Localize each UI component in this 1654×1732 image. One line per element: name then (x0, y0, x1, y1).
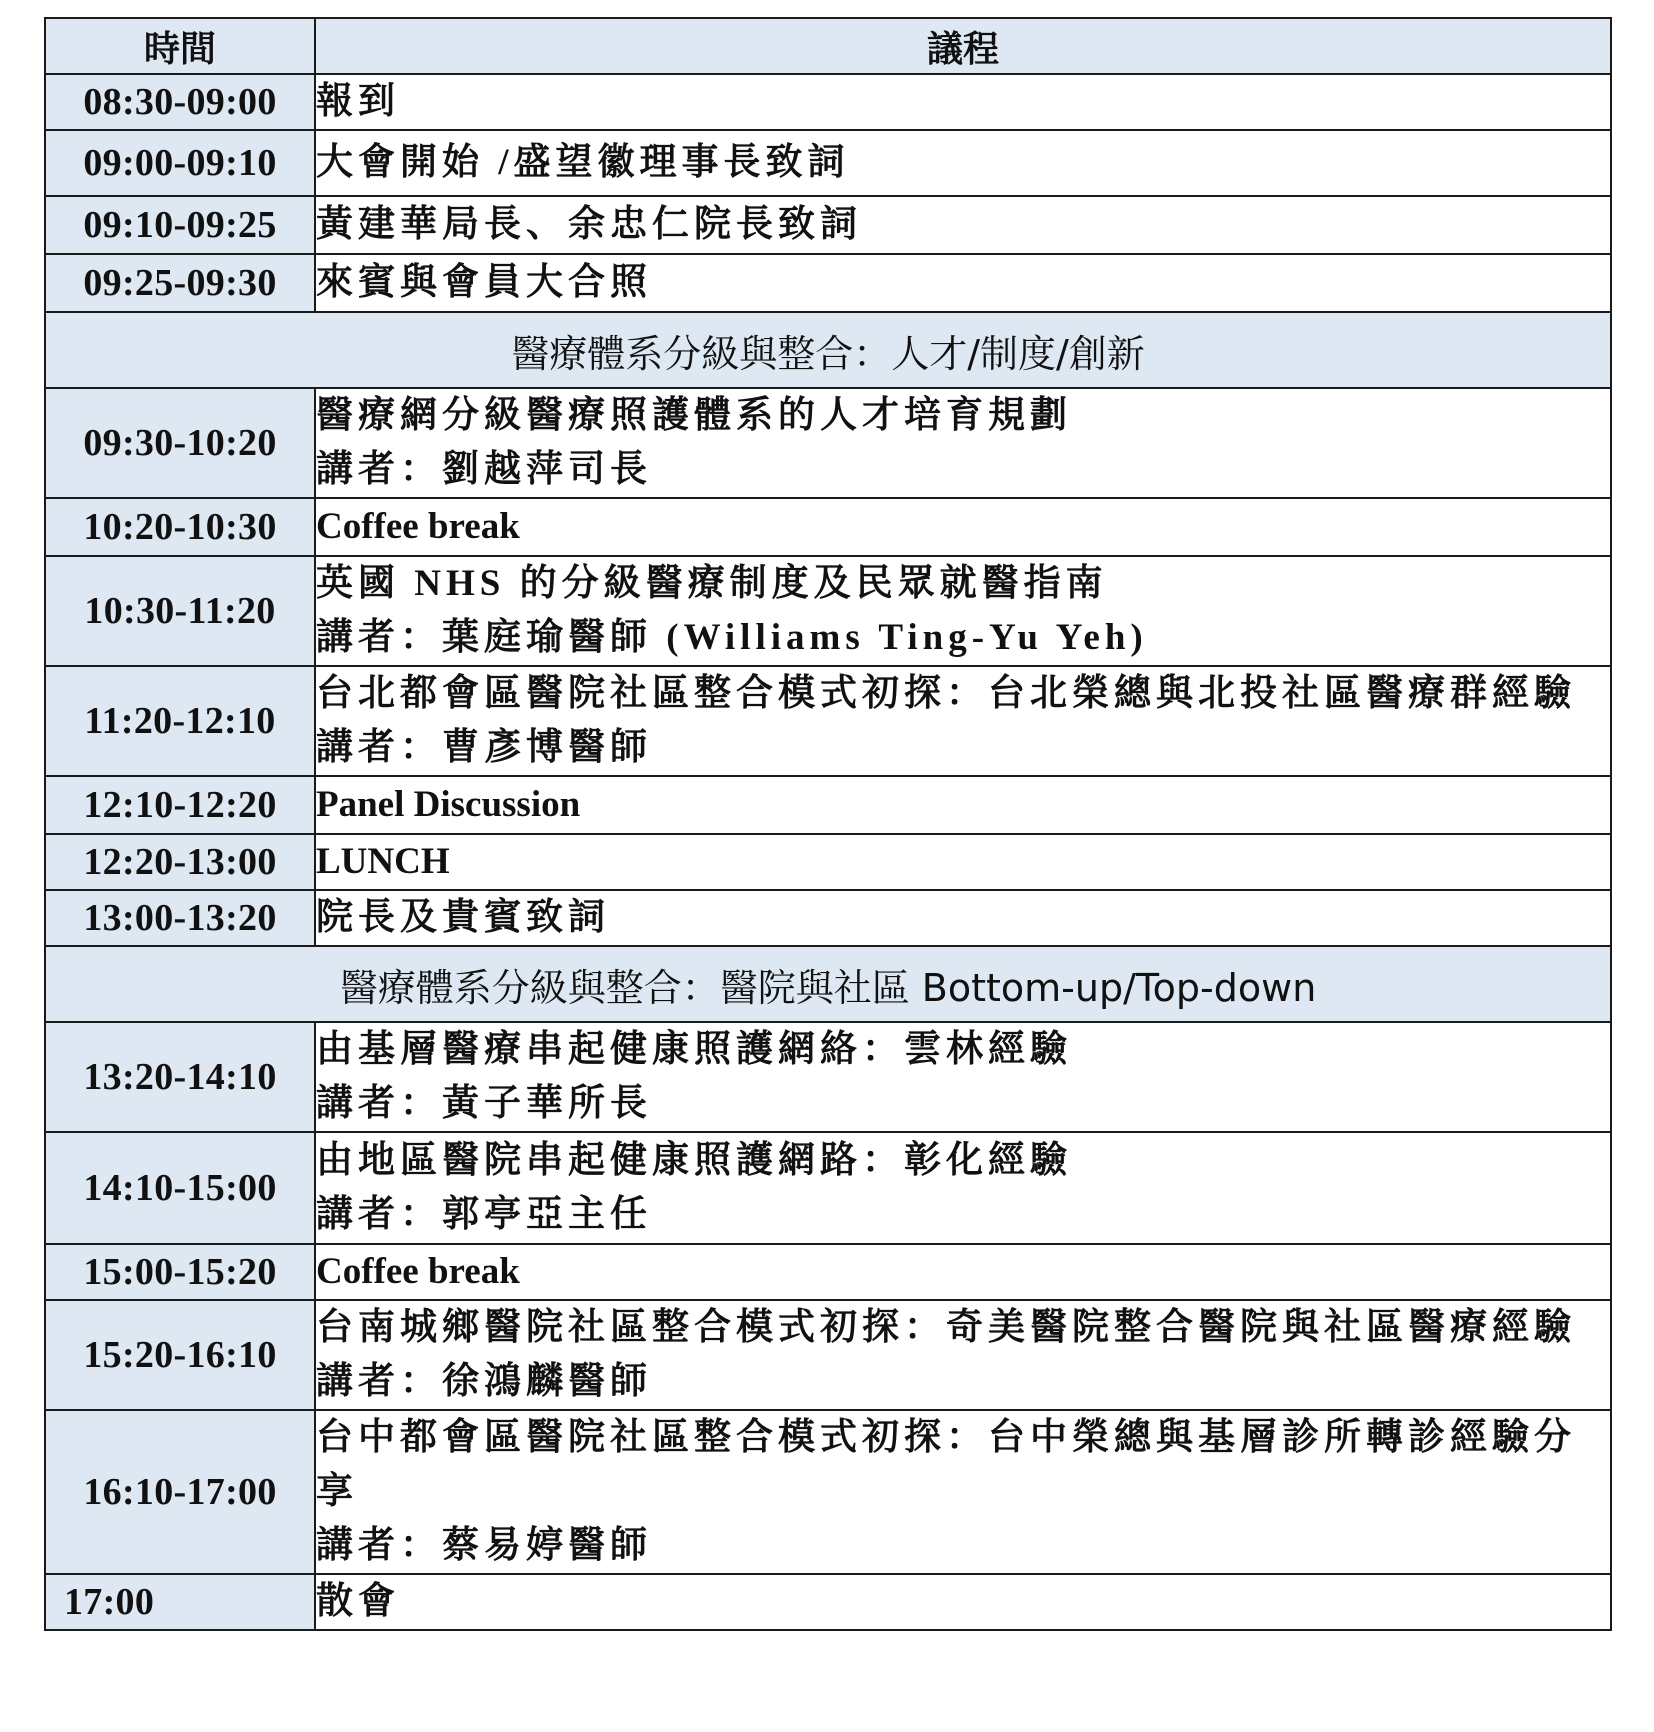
agenda-item-cell (315, 388, 1611, 498)
agenda-item-cell (315, 74, 1611, 130)
table-row (45, 1132, 1611, 1244)
time-cell: 13:00-13:20 (45, 890, 315, 946)
time-cell: 12:10-12:20 (45, 776, 315, 834)
agenda-item-speaker: 講者：黃子華所長 (316, 1083, 652, 1124)
agenda-item-speaker: 講者：曹彥博醫師 (316, 727, 652, 768)
agenda-item-cell (315, 130, 1611, 196)
table-row (45, 776, 1611, 834)
table-row (45, 498, 1611, 556)
time-cell: 15:00-15:20 (45, 1244, 315, 1300)
table-row (45, 1300, 1611, 1410)
section-title: 醫療體系分級與整合：人才/制度/創新 (45, 312, 1611, 388)
agenda-item-title: 報到 (316, 81, 400, 122)
agenda-item-cell (315, 890, 1611, 946)
agenda-item-title: 大會開始 /盛望徽理事長致詞 (316, 142, 850, 183)
agenda-item-title: 由地區醫院串起健康照護網路：彰化經驗 (316, 1140, 1072, 1181)
table-row (45, 1244, 1611, 1300)
agenda-item-title: 由基層醫療串起健康照護網絡：雲林經驗 (316, 1029, 1072, 1070)
section-title: 醫療體系分級與整合：醫院與社區 Bottom-up/Top-down (45, 946, 1611, 1022)
table-row (45, 74, 1611, 130)
time-cell: 10:30-11:20 (45, 556, 315, 666)
agenda-table (44, 17, 1612, 1631)
table-row (45, 130, 1611, 196)
agenda-item-title: 台中都會區醫院社區整合模式初探：台中榮總與基層診所轉診經驗分 (316, 1417, 1576, 1458)
agenda-item-cell (315, 1132, 1611, 1244)
section-header-row (45, 312, 1611, 388)
agenda-item-title: 散會 (316, 1581, 400, 1622)
time-cell: 09:25-09:30 (45, 254, 315, 312)
agenda-item-cell (315, 1574, 1611, 1630)
time-cell: 12:20-13:00 (45, 834, 315, 890)
agenda-item-speaker: 講者：郭亭亞主任 (316, 1194, 652, 1235)
time-cell: 13:20-14:10 (45, 1022, 315, 1132)
agenda-item-title: 台南城鄉醫院社區整合模式初探：奇美醫院整合醫院與社區醫療經驗 (316, 1307, 1576, 1348)
table-row (45, 1410, 1611, 1574)
table-row (45, 666, 1611, 776)
agenda-item-cell (315, 1410, 1611, 1574)
table-row (45, 254, 1611, 312)
time-cell: 09:00-09:10 (45, 130, 315, 196)
time-cell: 08:30-09:00 (45, 74, 315, 130)
agenda-item-cell (315, 556, 1611, 666)
agenda-item-title: Coffee break (316, 506, 520, 547)
agenda-item-title: 來賓與會員大合照 (316, 262, 652, 303)
agenda-item-speaker: 講者：徐鴻麟醫師 (316, 1361, 652, 1402)
agenda-item-cell (315, 666, 1611, 776)
time-cell: 14:10-15:00 (45, 1132, 315, 1244)
agenda-item-title: 台北都會區醫院社區整合模式初探：台北榮總與北投社區醫療群經驗 (316, 673, 1576, 714)
section-header-row (45, 946, 1611, 1022)
agenda-item-cell (315, 1300, 1611, 1410)
time-cell: 09:10-09:25 (45, 196, 315, 254)
table-row (45, 196, 1611, 254)
agenda-item-cell (315, 498, 1611, 556)
agenda-item-cell (315, 1244, 1611, 1300)
time-cell: 11:20-12:10 (45, 666, 315, 776)
agenda-item-title: Panel Discussion (316, 784, 581, 825)
agenda-column-header: 議程 (315, 18, 1611, 74)
time-cell: 17:00 (45, 1574, 315, 1630)
agenda-item-cell (315, 196, 1611, 254)
table-row (45, 1022, 1611, 1132)
agenda-item-cell (315, 776, 1611, 834)
table-header-row (45, 18, 1611, 74)
agenda-item-title: 院長及貴賓致詞 (316, 897, 610, 938)
time-cell: 10:20-10:30 (45, 498, 315, 556)
table-row (45, 834, 1611, 890)
table-row (45, 1574, 1611, 1630)
time-cell: 15:20-16:10 (45, 1300, 315, 1410)
agenda-item-title: 黃建華局長、余忠仁院長致詞 (316, 204, 862, 245)
time-column-header: 時間 (45, 18, 315, 74)
table-row (45, 388, 1611, 498)
agenda-item-title: Coffee break (316, 1251, 520, 1292)
agenda-item-cell (315, 834, 1611, 890)
agenda-item-title-continued: 享 (316, 1471, 358, 1512)
agenda-item-cell (315, 1022, 1611, 1132)
time-cell: 09:30-10:20 (45, 388, 315, 498)
agenda-item-title: 醫療網分級醫療照護體系的人才培育規劃 (316, 395, 1072, 436)
agenda-item-speaker: 講者：劉越萍司長 (316, 449, 652, 490)
agenda-item-title: 英國 NHS 的分級醫療制度及民眾就醫指南 (316, 563, 1108, 604)
agenda-item-speaker: 講者：葉庭瑜醫師 (Williams Ting-Yu Yeh) (316, 617, 1148, 658)
time-cell: 16:10-17:00 (45, 1410, 315, 1574)
table-row (45, 890, 1611, 946)
agenda-item-speaker: 講者：蔡易婷醫師 (316, 1525, 652, 1566)
table-row (45, 556, 1611, 666)
agenda-item-title: LUNCH (316, 841, 450, 882)
agenda-item-cell (315, 254, 1611, 312)
